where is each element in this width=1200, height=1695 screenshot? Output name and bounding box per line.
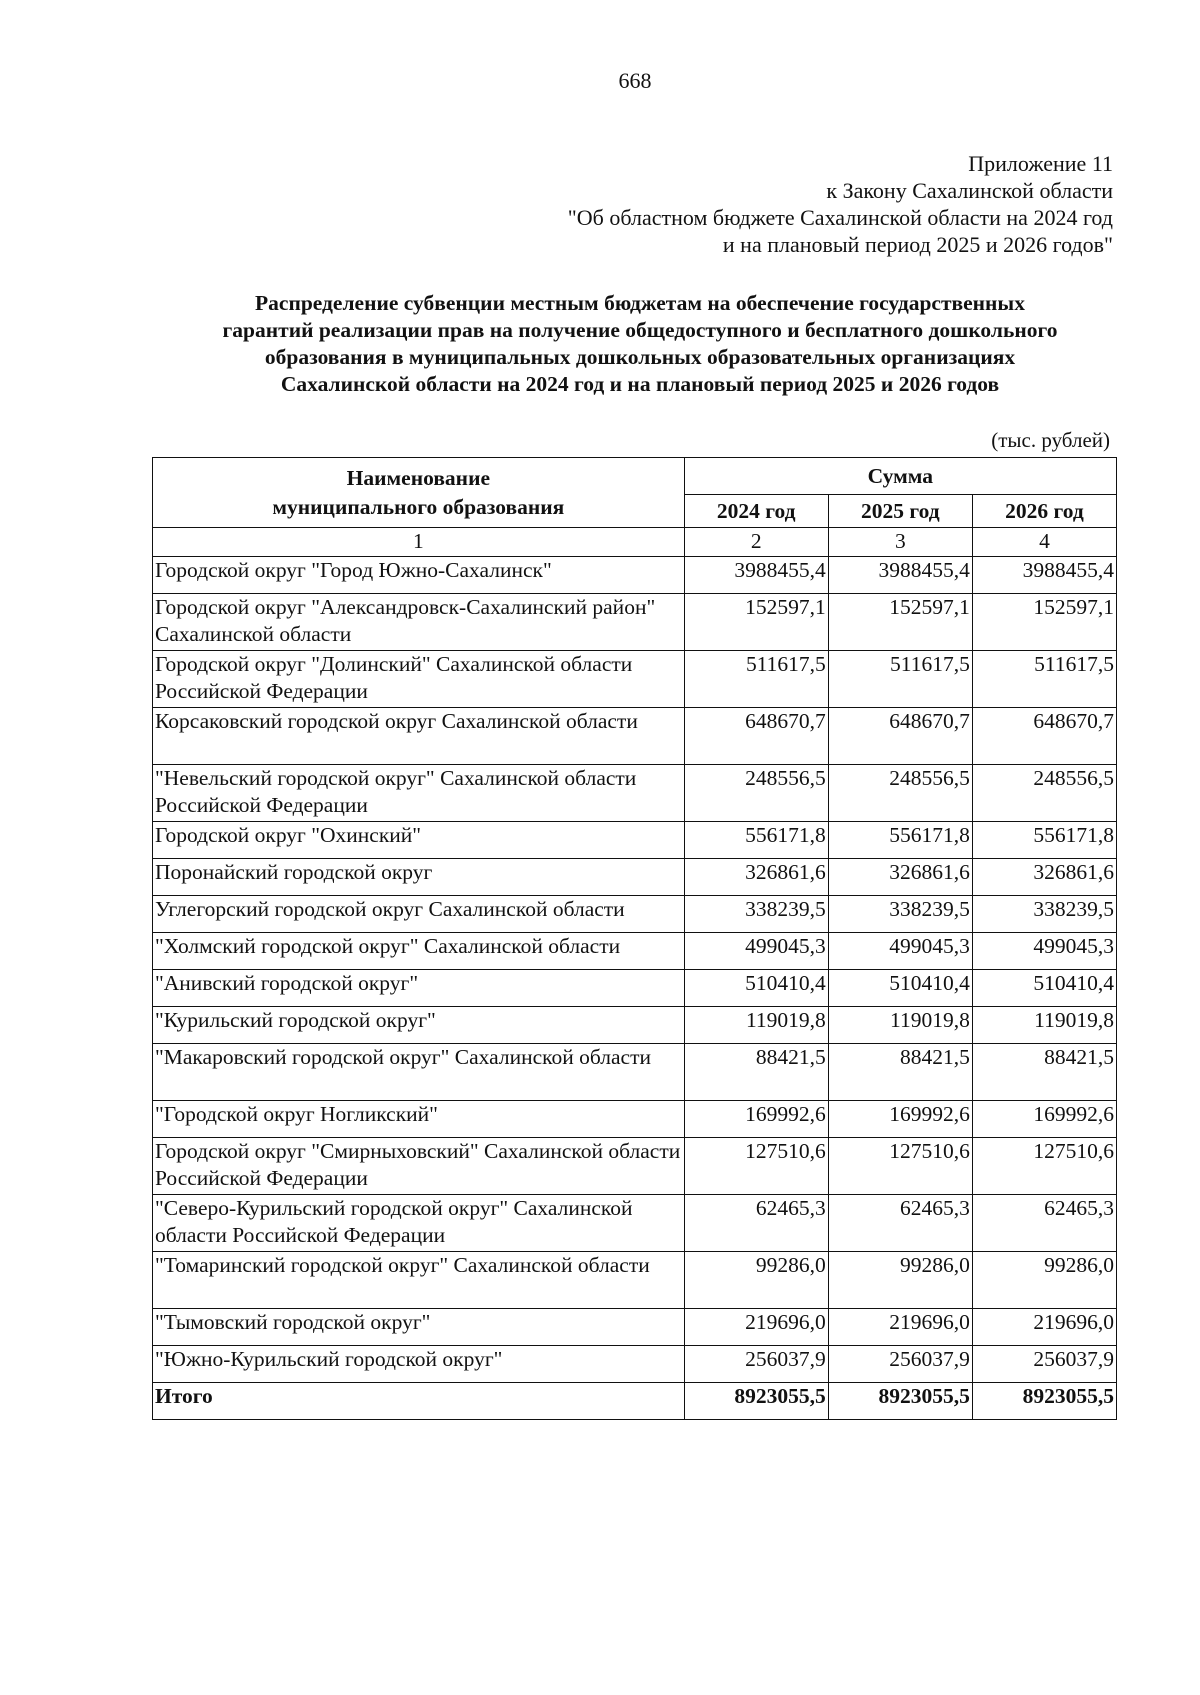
table-row xyxy=(153,594,1117,651)
table-body xyxy=(153,528,1117,1420)
municipality-name-cell: Корсаковский городской округ Сахалинской области xyxy=(153,708,685,765)
amount-2026-cell: 499045,3 xyxy=(972,933,1116,970)
document-title xyxy=(140,290,1140,398)
amount-2025-cell: 499045,3 xyxy=(828,933,972,970)
table-row xyxy=(153,1309,1117,1346)
budget-table xyxy=(152,457,1117,1420)
header-name-cell xyxy=(153,458,685,528)
amount-2024-cell: 338239,5 xyxy=(684,896,828,933)
header-year-2026: 2026 год xyxy=(972,495,1116,528)
amount-2026-cell: 169992,6 xyxy=(972,1101,1116,1138)
municipality-name-cell: Городской округ "Охинский" xyxy=(153,822,685,859)
amount-2024-cell: 88421,5 xyxy=(684,1044,828,1101)
amount-2025-cell: 338239,5 xyxy=(828,896,972,933)
municipality-name-cell: Городской округ "Долинский" Сахалинской области Российской Федерации xyxy=(153,651,685,708)
amount-2025-cell: 127510,6 xyxy=(828,1138,972,1195)
amount-2026-cell: 3988455,4 xyxy=(972,557,1116,594)
column-number: 3 xyxy=(828,528,972,557)
municipality-name-cell: Углегорский городской округ Сахалинской области xyxy=(153,896,685,933)
amount-2025-cell: 88421,5 xyxy=(828,1044,972,1101)
total-2024-cell: 8923055,5 xyxy=(684,1383,828,1420)
amount-2025-cell: 510410,4 xyxy=(828,970,972,1007)
municipality-name-cell: Городской округ "Александровск-Сахалинский район" Сахалинской области xyxy=(153,594,685,651)
total-2026-cell: 8923055,5 xyxy=(972,1383,1116,1420)
table-row xyxy=(153,933,1117,970)
municipality-name-cell: "Курильский городской округ" xyxy=(153,1007,685,1044)
amount-2024-cell: 556171,8 xyxy=(684,822,828,859)
municipality-name-cell: "Тымовский городской округ" xyxy=(153,1309,685,1346)
amount-2026-cell: 256037,9 xyxy=(972,1346,1116,1383)
column-number-row xyxy=(153,528,1117,557)
amount-2025-cell: 152597,1 xyxy=(828,594,972,651)
municipality-name-cell: "Южно-Курильский городской округ" xyxy=(153,1346,685,1383)
title-line: гарантий реализации прав на получение общедоступного и бесплатного дошкольного xyxy=(222,318,1058,342)
table-row xyxy=(153,1346,1117,1383)
municipality-name-cell: "Холмский городской округ" Сахалинской области xyxy=(153,933,685,970)
amount-2025-cell: 326861,6 xyxy=(828,859,972,896)
column-number: 2 xyxy=(684,528,828,557)
amount-2026-cell: 119019,8 xyxy=(972,1007,1116,1044)
amount-2026-cell: 127510,6 xyxy=(972,1138,1116,1195)
table-row xyxy=(153,1252,1117,1309)
total-label-cell: Итого xyxy=(153,1383,685,1420)
total-row xyxy=(153,1383,1117,1420)
header-name-line: Наименование xyxy=(346,465,491,490)
amount-2025-cell: 648670,7 xyxy=(828,708,972,765)
amount-2024-cell: 511617,5 xyxy=(684,651,828,708)
amount-2026-cell: 99286,0 xyxy=(972,1252,1116,1309)
table-row xyxy=(153,859,1117,896)
title-line: Сахалинской области на 2024 год и на плановый период 2025 и 2026 годов xyxy=(280,372,1000,396)
amount-2025-cell: 219696,0 xyxy=(828,1309,972,1346)
municipality-name-cell: "Макаровский городской округ" Сахалинской области xyxy=(153,1044,685,1101)
amount-2026-cell: 338239,5 xyxy=(972,896,1116,933)
amount-2025-cell: 511617,5 xyxy=(828,651,972,708)
amount-2024-cell: 169992,6 xyxy=(684,1101,828,1138)
municipality-name-cell: Городской округ "Город Южно-Сахалинск" xyxy=(153,557,685,594)
amount-2025-cell: 3988455,4 xyxy=(828,557,972,594)
amount-2025-cell: 248556,5 xyxy=(828,765,972,822)
amount-2026-cell: 152597,1 xyxy=(972,594,1116,651)
table-row xyxy=(153,896,1117,933)
header-year-2025: 2025 год xyxy=(828,495,972,528)
amount-2025-cell: 119019,8 xyxy=(828,1007,972,1044)
amount-2026-cell: 648670,7 xyxy=(972,708,1116,765)
amount-2026-cell: 510410,4 xyxy=(972,970,1116,1007)
appendix-line: Приложение 11 xyxy=(968,151,1113,176)
table-row xyxy=(153,1101,1117,1138)
table-row xyxy=(153,708,1117,765)
amount-2026-cell: 326861,6 xyxy=(972,859,1116,896)
amount-2024-cell: 62465,3 xyxy=(684,1195,828,1252)
table-row xyxy=(153,822,1117,859)
amount-2026-cell: 88421,5 xyxy=(972,1044,1116,1101)
units-label: (тыс. рублей) xyxy=(991,428,1110,452)
amount-2025-cell: 256037,9 xyxy=(828,1346,972,1383)
amount-2024-cell: 248556,5 xyxy=(684,765,828,822)
amount-2025-cell: 99286,0 xyxy=(828,1252,972,1309)
amount-2024-cell: 152597,1 xyxy=(684,594,828,651)
page-number: 668 xyxy=(618,68,652,93)
amount-2024-cell: 119019,8 xyxy=(684,1007,828,1044)
amount-2025-cell: 556171,8 xyxy=(828,822,972,859)
amount-2025-cell: 62465,3 xyxy=(828,1195,972,1252)
header-name-line: муниципального образования xyxy=(272,494,565,519)
table-row xyxy=(153,1195,1117,1252)
header-sum-cell: Сумма xyxy=(684,458,1116,495)
amount-2026-cell: 511617,5 xyxy=(972,651,1116,708)
amount-2024-cell: 510410,4 xyxy=(684,970,828,1007)
table-row xyxy=(153,765,1117,822)
municipality-name-cell: "Томаринский городской округ" Сахалинской области xyxy=(153,1252,685,1309)
amount-2024-cell: 326861,6 xyxy=(684,859,828,896)
municipality-name-cell: "Невельский городской округ" Сахалинской области Российской Федерации xyxy=(153,765,685,822)
table-row xyxy=(153,970,1117,1007)
table-row xyxy=(153,651,1117,708)
amount-2026-cell: 248556,5 xyxy=(972,765,1116,822)
municipality-name-cell: Поронайский городской округ xyxy=(153,859,685,896)
amount-2024-cell: 3988455,4 xyxy=(684,557,828,594)
table-row xyxy=(153,1138,1117,1195)
amount-2026-cell: 219696,0 xyxy=(972,1309,1116,1346)
amount-2024-cell: 127510,6 xyxy=(684,1138,828,1195)
column-number: 1 xyxy=(153,528,685,557)
total-2025-cell: 8923055,5 xyxy=(828,1383,972,1420)
column-number: 4 xyxy=(972,528,1116,557)
amount-2024-cell: 499045,3 xyxy=(684,933,828,970)
appendix-header xyxy=(568,150,1113,258)
table-row xyxy=(153,557,1117,594)
amount-2025-cell: 169992,6 xyxy=(828,1101,972,1138)
municipality-name-cell: Городской округ "Смирныховский" Сахалинской области Российской Федерации xyxy=(153,1138,685,1195)
table-row xyxy=(153,1007,1117,1044)
amount-2024-cell: 648670,7 xyxy=(684,708,828,765)
municipality-name-cell: "Северо-Курильский городской округ" Сахалинской области Российской Федерации xyxy=(153,1195,685,1252)
amount-2026-cell: 62465,3 xyxy=(972,1195,1116,1252)
amount-2024-cell: 219696,0 xyxy=(684,1309,828,1346)
title-line: образования в муниципальных дошкольных образовательных организациях xyxy=(264,345,1016,369)
municipality-name-cell: "Городской округ Ногликский" xyxy=(153,1101,685,1138)
amount-2024-cell: 99286,0 xyxy=(684,1252,828,1309)
title-line: Распределение субвенции местным бюджетам на обеспечение государственных xyxy=(255,291,1025,315)
header-year-2024: 2024 год xyxy=(684,495,828,528)
amount-2026-cell: 556171,8 xyxy=(972,822,1116,859)
appendix-line: и на плановый период 2025 и 2026 годов" xyxy=(722,232,1113,257)
municipality-name-cell: "Анивский городской округ" xyxy=(153,970,685,1007)
appendix-line: к Закону Сахалинской области xyxy=(826,178,1113,203)
table-row xyxy=(153,1044,1117,1101)
amount-2024-cell: 256037,9 xyxy=(684,1346,828,1383)
appendix-line: "Об областном бюджете Сахалинской области на 2024 год xyxy=(567,205,1113,230)
